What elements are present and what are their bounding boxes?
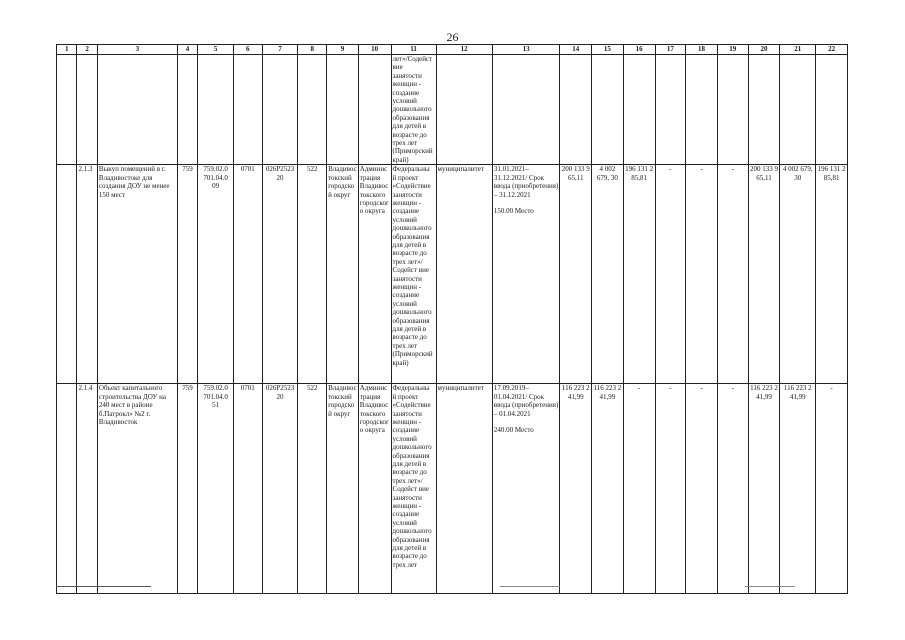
col-header: 18 [686,45,718,55]
cell: 196 131 2 85,81 [623,165,655,384]
col-header: 21 [780,45,816,55]
cell: муниципалитет [436,384,492,594]
capacity-text: 240.00 Место [493,425,534,434]
col-header: 2 [77,45,97,55]
table-row [57,165,848,384]
cell: 200 133 9 65,11 [560,165,592,384]
col-header: 1 [57,45,77,55]
row-number: 2.1.4 [77,384,97,594]
cell: 759.02.0 701.04.0 09 [198,165,234,384]
cell: 759 [177,165,197,384]
cell: муниципалитет [436,165,492,384]
cell: 026Р2523 20 [262,384,298,594]
carry-over-cell: лет»/Содейст вие занятости женщин - создание условий дошкольного образования для детей в возрасте до трех лет (Приморский край) [391,55,436,165]
cell: Федеральны й проект «Содействие занятости женщин - создание условий дошкольного образования для детей в возрасте до трех лет»/Содейст вие занятости женщин - создание условий дошкольного образования для детей в возрасте до трех лет [391,384,436,594]
cell: - [655,384,686,594]
header-row [57,45,848,55]
cell: Админис трация Владивос токского городског о округа [358,384,391,594]
col-header: 16 [623,45,655,55]
cell [492,384,560,594]
cell: - [686,384,718,594]
col-header: 20 [748,45,780,55]
col-header: 11 [391,45,436,55]
carry-over-row [57,55,848,165]
col-header: 6 [233,45,262,55]
cell: 759.02.0 701.04.0 51 [198,384,234,594]
cell: 759 [177,384,197,594]
col-header: 5 [198,45,234,55]
col-header: 4 [177,45,197,55]
cell: 116 223 2 41,99 [592,384,624,594]
cell: Федеральны й проект «Содействие занятости женщин - создание условий дошкольного образования для детей в возрасте до трех лет»/Содейст вие занятости женщин - создание условий дошкольного образования для детей в возрасте до трех лет (Приморский край) [391,165,436,384]
col-header: 17 [655,45,686,55]
cell: 026Р2523 20 [262,165,298,384]
cell: 116 223 2 41,99 [560,384,592,594]
cell: - [717,165,748,384]
col-header: 10 [358,45,391,55]
cell: - [816,384,848,594]
scan-line [500,586,560,587]
page-number: 26 [446,30,459,44]
scan-line [56,586,151,587]
cell: - [623,384,655,594]
col-header: 14 [560,45,592,55]
cell: 200 133 9 65,11 [748,165,780,384]
cell: Админис трация Владивос токского городског о округа [358,165,391,384]
period-text: 31.01.2021– 31.12.2021/ Срок ввода (приобретения) – 31.12.2021 [493,165,559,199]
period-text: 17.09.2019– 01.04.2021/ Срок ввода (приобретения) – 01.04.2021 [493,384,559,418]
cell [492,165,560,384]
col-header: 22 [816,45,848,55]
cell: - [717,384,748,594]
cell: 4 002 679, 30 [592,165,624,384]
col-header: 8 [298,45,327,55]
row-number: 2.1.3 [77,165,97,384]
col-header: 19 [717,45,748,55]
cell: 522 [298,384,327,594]
col-header: 13 [492,45,560,55]
capacity-text: 150.00 Место [493,206,534,215]
cell: - [655,165,686,384]
cell: - [686,165,718,384]
cell: Владивос токский городской округ [327,165,359,384]
col-header: 3 [97,45,177,55]
cell: Владивос токский городской округ [327,384,359,594]
cell: 116 223 2 41,99 [748,384,780,594]
cell: 522 [298,165,327,384]
cell: 0701 [233,384,262,594]
object-name: Выкуп помещений в г. Владивостоке для создания ДОУ не менее 150 мест [97,165,177,384]
cell: 116 223 2 41,99 [780,384,816,594]
cell: 196 131 2 85,81 [816,165,848,384]
object-name: Объект капитального строительства ДОУ на 240 мест в районе б.Патрокл» №2 г. Владивосток [97,384,177,594]
budget-table [56,44,848,594]
cell: 0701 [233,165,262,384]
table-row [57,384,848,594]
col-header: 9 [327,45,359,55]
col-header: 12 [436,45,492,55]
scan-line [745,586,795,587]
cell: 4 002 679, 30 [780,165,816,384]
col-header: 15 [592,45,624,55]
col-header: 7 [262,45,298,55]
